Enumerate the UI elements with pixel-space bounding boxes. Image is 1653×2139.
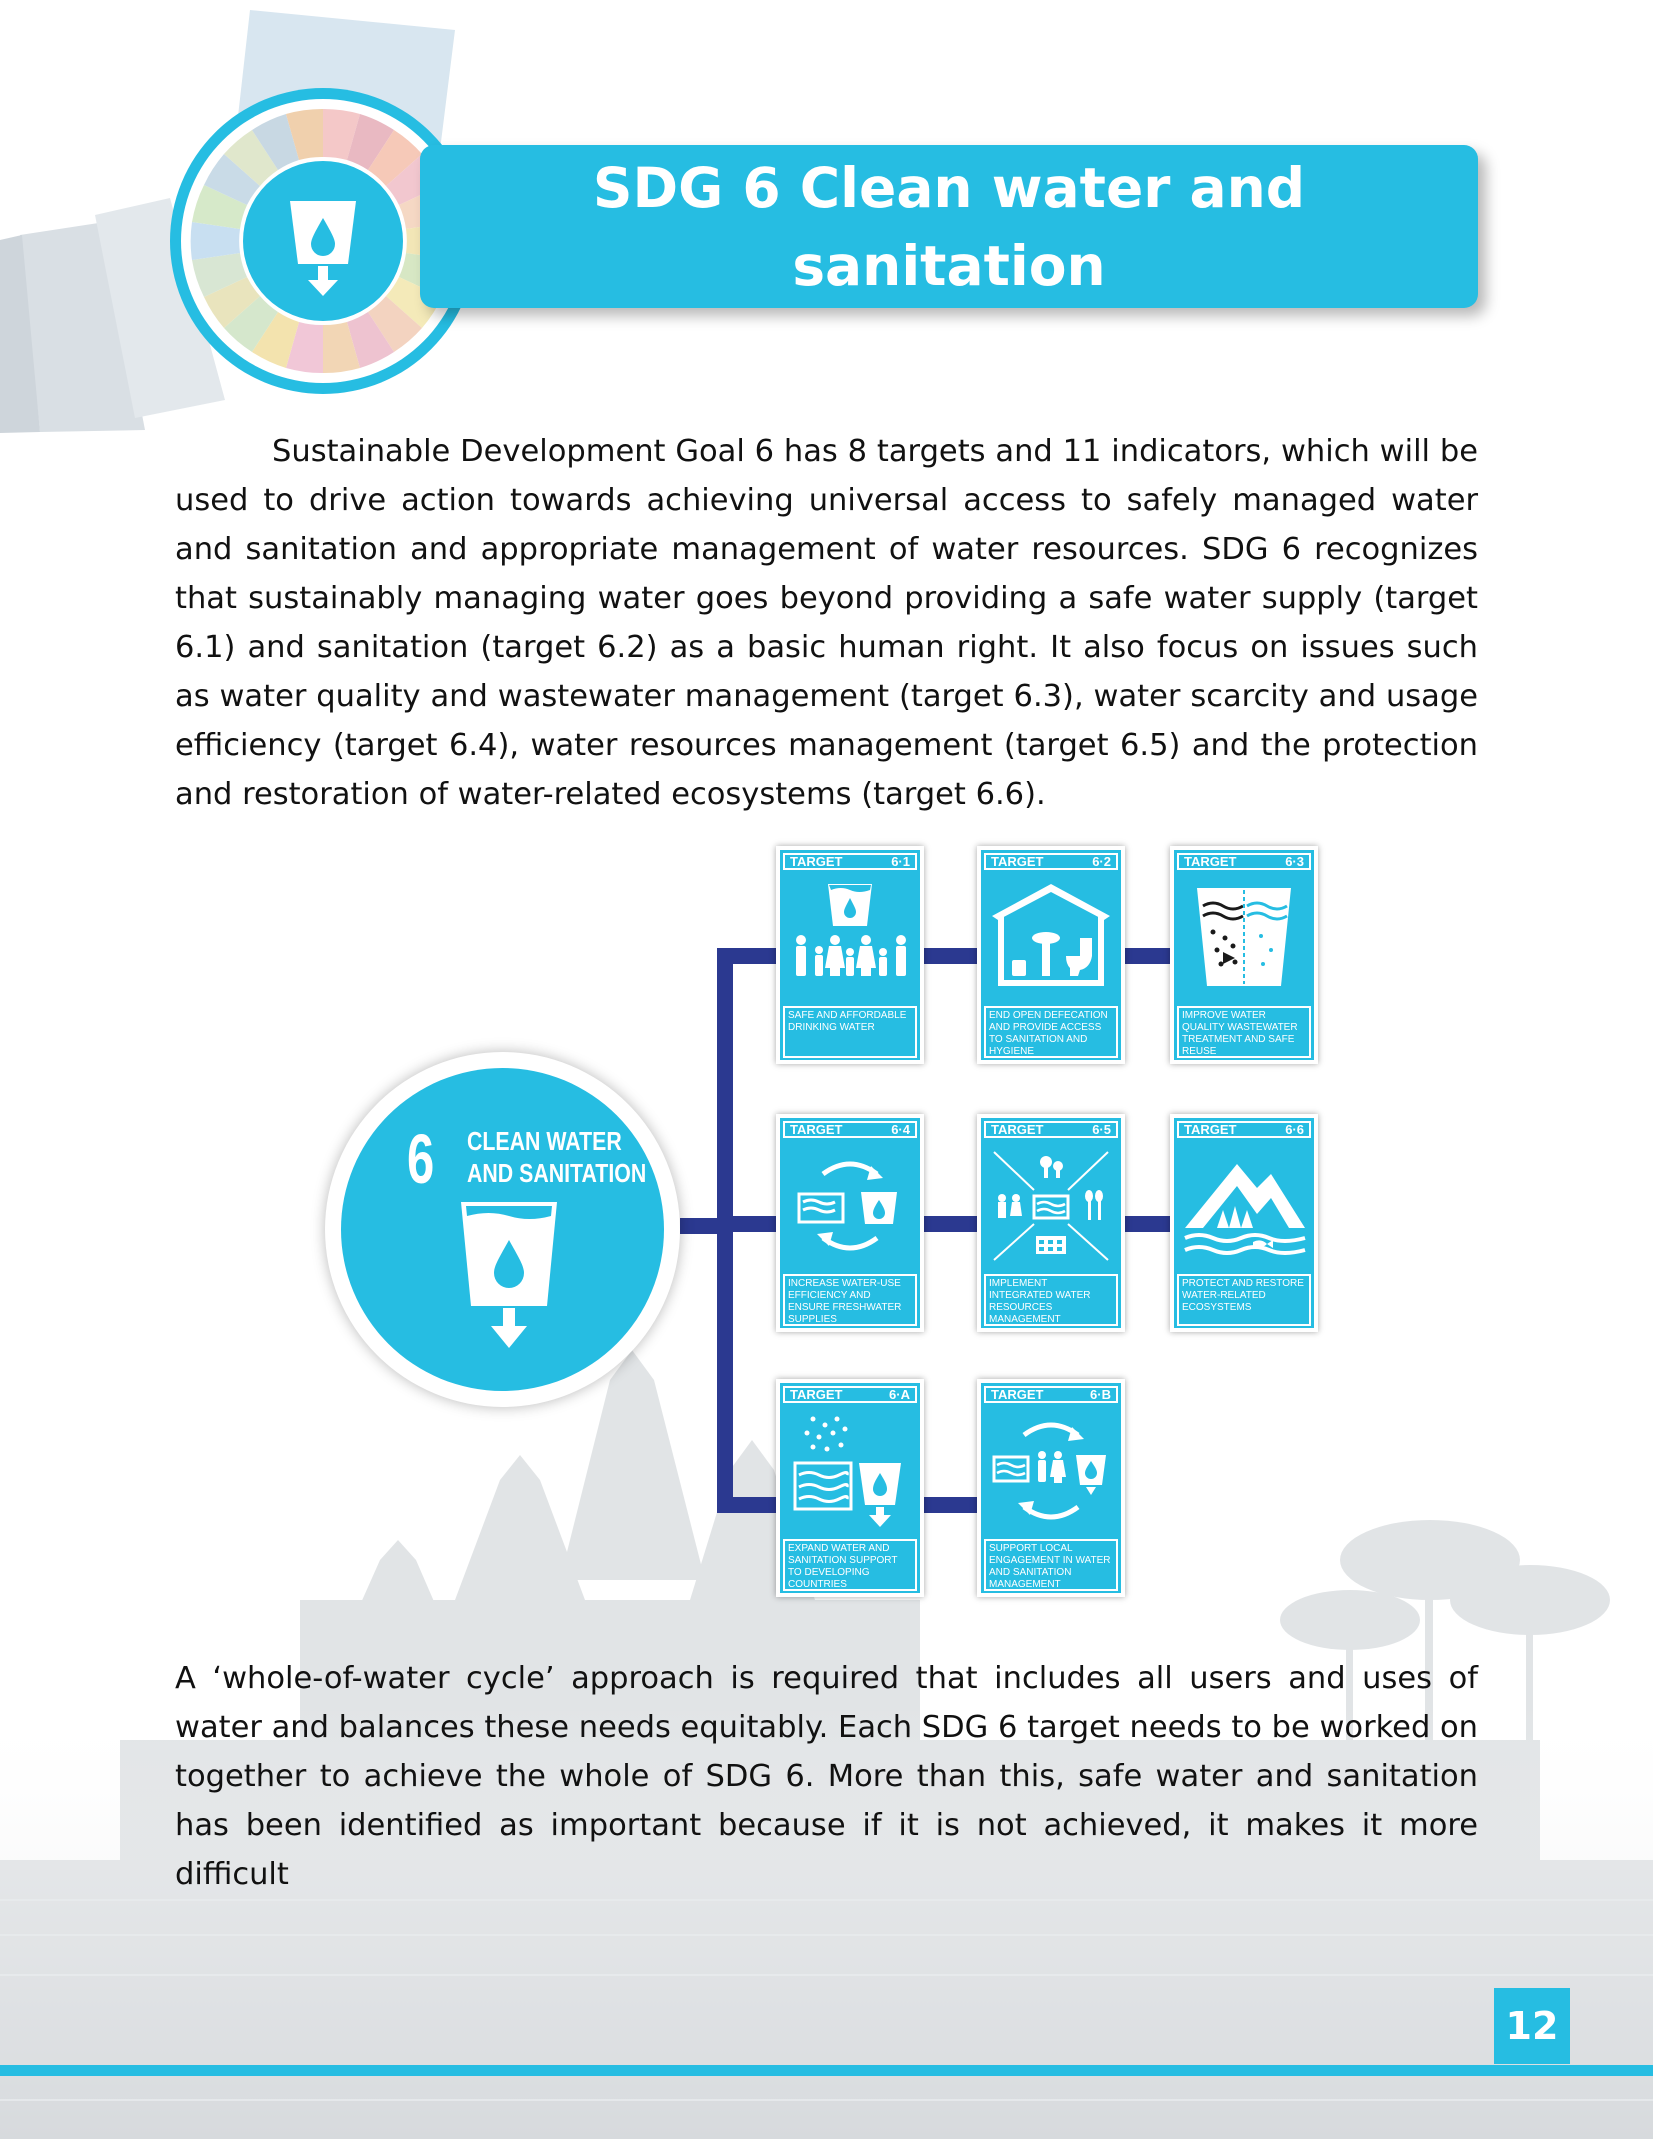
- target-code: 6·6: [1285, 1122, 1304, 1137]
- connector-6-a-6-b: [923, 1497, 981, 1513]
- target-description: SAFE AND AFFORDABLE DRINKING WATER: [783, 1006, 917, 1058]
- target-card-6-b: [977, 1379, 1125, 1597]
- target-label: TARGET: [1184, 854, 1237, 869]
- target-card-6-5: [977, 1114, 1125, 1332]
- target-code: 6·4: [891, 1122, 910, 1137]
- target-card-6-2: [977, 846, 1125, 1064]
- connector-row1: [717, 948, 779, 964]
- connector-row2: [717, 1216, 779, 1232]
- title-banner: [420, 145, 1478, 308]
- target-code: 6·B: [1090, 1387, 1111, 1402]
- target-description: INCREASE WATER-USE EFFICIENCY AND ENSURE FRESHWATER SUPPLIES: [783, 1274, 917, 1326]
- target-code: 6·3: [1285, 854, 1304, 869]
- target-label: TARGET: [991, 1387, 1044, 1402]
- connector-6-4-6-5: [923, 1216, 981, 1232]
- intro-paragraph: Sustainable Development Goal 6 has 8 targets and 11 indicators, which will be used to drive action towards achieving universal access to safely managed water and sanitation and appropriate management of water resources. SDG 6 recognizes that sustainably managing water goes beyond providing a safe water supply (target 6.1) and sanitation (target 6.2) as a basic human right. It also focus on issues such as water quality and wastewater management (target 6.3), water scarcity and usage efficiency (target 6.4), water resources management (target 6.5) and the protection and restoration of water-related ecosystems (target 6.6).: [175, 434, 1478, 812]
- target-label: TARGET: [1184, 1122, 1237, 1137]
- target-description: EXPAND WATER AND SANITATION SUPPORT TO DEVELOPING COUNTRIES: [783, 1539, 917, 1591]
- target-label: TARGET: [790, 1122, 843, 1137]
- target-description: END OPEN DEFECATION AND PROVIDE ACCESS TO SANITATION AND HYGIENE: [984, 1006, 1118, 1058]
- goal-label-line1: CLEAN WATER: [467, 1126, 622, 1156]
- goal-number: 6: [407, 1120, 435, 1198]
- target-label: TARGET: [790, 854, 843, 869]
- target-code: 6·2: [1092, 854, 1111, 869]
- page-title-line1: SDG 6 Clean water and: [592, 155, 1306, 220]
- water-glass-family-icon: [783, 876, 917, 1000]
- footer-line: [0, 2065, 1653, 2076]
- water-treatment-icon: [1177, 876, 1311, 1000]
- target-label: TARGET: [790, 1387, 843, 1402]
- target-card-6-6: [1170, 1114, 1318, 1332]
- rain-support-icon: [783, 1409, 917, 1533]
- water-glass-icon: [461, 1202, 557, 1352]
- target-label: TARGET: [991, 854, 1044, 869]
- target-code: 6·1: [891, 854, 910, 869]
- target-card-6-4: [776, 1114, 924, 1332]
- target-label: TARGET: [991, 1122, 1044, 1137]
- mountain-ecosystem-icon: [1177, 1144, 1311, 1268]
- goal-label-line2: AND SANITATION: [467, 1158, 647, 1188]
- target-card-6-3: [1170, 846, 1318, 1064]
- target-description: SUPPORT LOCAL ENGAGEMENT IN WATER AND SANITATION MANAGEMENT: [984, 1539, 1118, 1591]
- target-description: PROTECT AND RESTORE WATER-RELATED ECOSYSTEMS: [1177, 1274, 1311, 1326]
- local-engagement-icon: [984, 1409, 1118, 1533]
- connector-row3: [717, 1497, 779, 1513]
- goal-6-badge: [325, 1052, 680, 1407]
- target-description: IMPROVE WATER QUALITY WASTEWATER TREATMENT AND SAFE REUSE: [1177, 1006, 1311, 1058]
- sanitation-house-icon: [984, 876, 1118, 1000]
- integrated-management-icon: [984, 1144, 1118, 1268]
- connector-6-1-6-2: [923, 948, 981, 964]
- closing-paragraph: A ‘whole-of-water cycle’ approach is required that includes all users and uses of water and balances these needs equitably. Each SDG 6 target needs to be worked on together to achieve the whole of SDG 6. More than this, safe water and sanitation has been identified as important because if it is not achieved, it makes it more difficult: [175, 1661, 1478, 1892]
- target-code: 6·5: [1092, 1122, 1111, 1137]
- target-description: IMPLEMENT INTEGRATED WATER RESOURCES MANAGEMENT: [984, 1274, 1118, 1326]
- page-title-line2: sanitation: [792, 233, 1106, 298]
- target-card-6-1: [776, 846, 924, 1064]
- page-number: 12: [1494, 1988, 1570, 2064]
- water-cycle-efficiency-icon: [783, 1144, 917, 1268]
- target-card-6-a: [776, 1379, 924, 1597]
- target-code: 6·A: [889, 1387, 910, 1402]
